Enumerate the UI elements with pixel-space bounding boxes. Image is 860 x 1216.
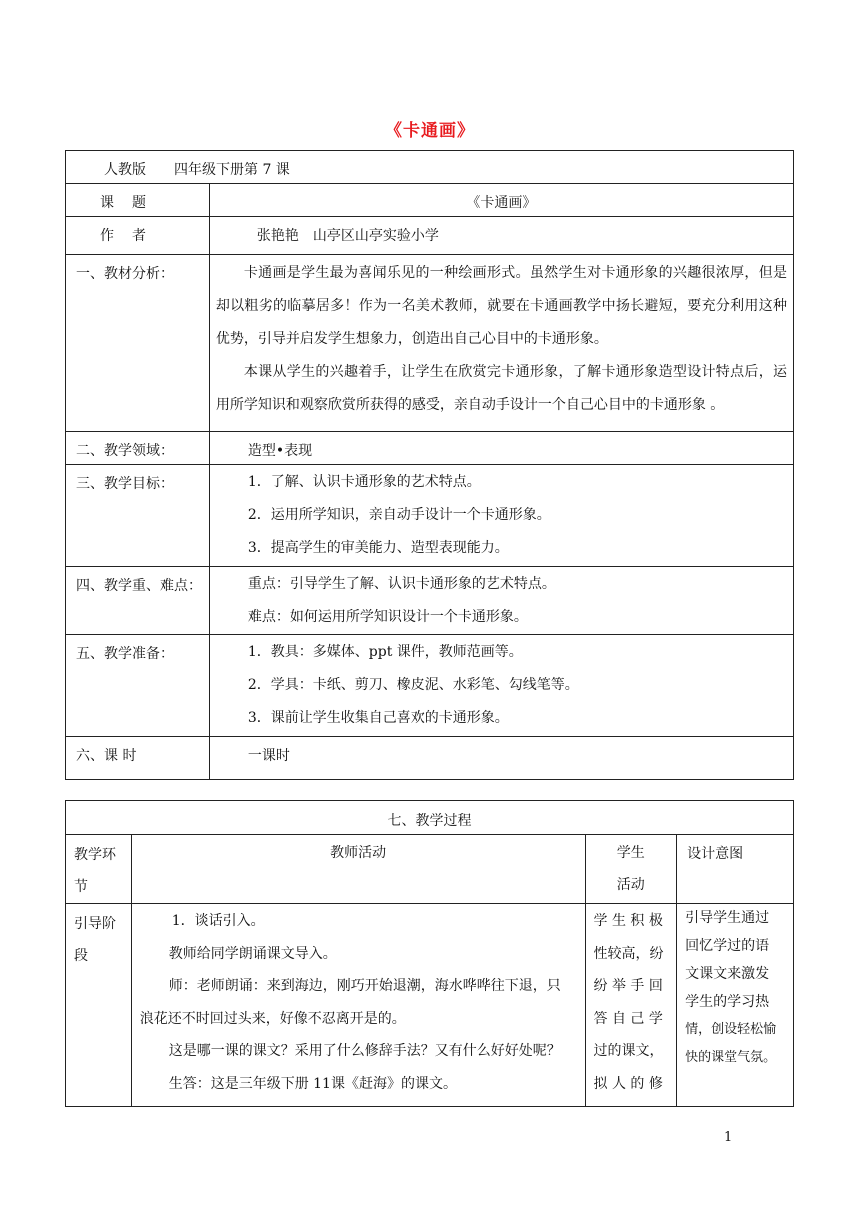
student-header-line: 活动 [616, 877, 645, 893]
s4-item: 难点：如何运用所学知识设计一个卡通形象。 [247, 609, 528, 625]
teacher-header: 教师活动 [330, 845, 387, 861]
s4-content-cell [209, 567, 793, 635]
s2-label: 二、教学领域： [76, 443, 174, 459]
student-line: 过的课文， [593, 1043, 664, 1059]
edition-cell [66, 151, 794, 184]
student-header-cell [585, 835, 677, 904]
student-line: 纷 举 手 回 [593, 978, 663, 994]
stage-name [66, 904, 131, 972]
author-label-cell [66, 217, 210, 255]
student-line: 学 生 积 极 [593, 913, 663, 929]
intent-line: 情，创设轻松愉 [685, 1022, 777, 1037]
s5-item: 1．教具：多媒体、ppt 课件，教师范画等。 [247, 644, 523, 660]
teacher-line: 1．谈话引入。 [171, 913, 265, 929]
s6-value: 一课时 [247, 748, 290, 764]
s1-label: 一、教材分析： [76, 266, 174, 282]
s4-list [210, 567, 793, 634]
student-activity [586, 904, 677, 1100]
stage-header-line: 教学环 [74, 847, 116, 863]
intent-line: 快的课堂气氛。 [685, 1050, 777, 1065]
intent-cell [677, 904, 794, 1107]
intent-header: 设计意图 [687, 846, 744, 862]
teacher-line: 这是哪一课的课文？采用了什么修辞手法？又有什么好好处呢？ [168, 1043, 561, 1059]
process-title: 七、教学过程 [387, 813, 472, 829]
student-line: 性较高，纷 [593, 945, 664, 962]
s1-label-cell [66, 255, 210, 432]
s1-paragraph-1: 卡通画是学生最为喜闻乐见的一种绘画形式。虽然学生对卡通形象的兴趣很浓厚，但是却以粗劣的临摹居多！作为一名美术教师，就要在卡通画教学中扬长避短，要充分利用这种优势，引导并启发学生想象力，创造出自己心目中的卡通形象。 [215, 265, 787, 347]
s1-content-cell [209, 255, 793, 432]
s3-label: 三、教学目标： [76, 476, 174, 492]
intent-line: 引导学生通过 [685, 910, 770, 926]
teacher-header-cell [131, 835, 585, 904]
teacher-line: 教师给同学朗诵课文导入。 [168, 945, 337, 962]
topic-label: 课 题 [100, 195, 148, 211]
document-title: 《卡通画》 [385, 121, 475, 141]
s5-label: 五、教学准备： [76, 646, 174, 662]
student-line: 拟 人 的 修 [593, 1075, 663, 1092]
student-activity-cell [585, 904, 677, 1107]
lesson-info-table [65, 150, 794, 780]
s3-item: 1．了解、认识卡通形象的艺术特点。 [247, 474, 481, 490]
process-title-cell [66, 801, 794, 835]
intent-line: 学生的学习热 [685, 994, 770, 1010]
stage-header-line: 节 [74, 879, 88, 895]
s6-value-cell [209, 737, 793, 780]
s4-item: 重点：引导学生了解、认识卡通形象的艺术特点。 [247, 576, 556, 592]
s5-item: 3．课前让学生收集自己喜欢的卡通形象。 [247, 710, 509, 726]
s5-list [210, 635, 793, 735]
student-header-line: 学生 [616, 845, 645, 861]
edition-text: 人教版 四年级下册第 7 课 [104, 162, 290, 178]
teacher-line: 生答：这是三年级下册 11课《赶海》的课文。 [168, 1075, 457, 1092]
stage-name-line: 段 [74, 948, 88, 964]
author-value: 张艳艳 山亭区山亭实验小学 [256, 228, 439, 244]
topic-value-cell [209, 184, 793, 217]
s5-label-cell [66, 635, 210, 737]
s6-label: 六、课 时 [76, 748, 137, 764]
s5-item: 2．学具：卡纸、剪刀、橡皮泥、水彩笔、勾线笔等。 [247, 677, 579, 693]
s5-content-cell [209, 635, 793, 737]
stage-header [66, 835, 131, 903]
s4-label: 四、教学重、难点： [76, 578, 202, 594]
s2-value: 造型•表现 [247, 443, 313, 459]
s6-label-cell [66, 737, 210, 780]
teaching-process-table [65, 800, 794, 1107]
s3-list [210, 465, 793, 565]
teacher-activity [132, 904, 585, 1100]
stage-cell [66, 904, 132, 1107]
topic-label-cell [66, 184, 210, 217]
s3-item: 2．运用所学知识，亲自动手设计一个卡通形象。 [247, 507, 551, 523]
teacher-activity-cell [131, 904, 585, 1107]
teacher-line: 浪花还不时回过头来，好像不忍离开是的。 [139, 1010, 406, 1027]
intent-line: 文课文来激发 [685, 966, 770, 982]
s2-value-cell [209, 432, 793, 465]
stage-header-cell [66, 835, 132, 904]
page-number: 1 [724, 1130, 733, 1145]
s3-label-cell [66, 465, 210, 567]
s1-paragraph-2: 本课从学生的兴趣着手，让学生在欣赏完卡通形象，了解卡通形象造型设计特点后，运用所学知识和观察欣赏所获得的感受，亲自动手设计一个自己心目中的卡通形象 。 [215, 364, 787, 413]
student-line: 答 自 己 学 [593, 1010, 663, 1027]
author-label: 作 者 [100, 228, 148, 244]
s2-label-cell [66, 432, 210, 465]
s4-label-cell [66, 567, 210, 635]
intent-header-cell [677, 835, 794, 904]
author-value-cell [209, 217, 793, 255]
s1-content [210, 255, 793, 424]
stage-name-line: 引导阶 [74, 916, 116, 932]
student-header [586, 835, 677, 901]
topic-value: 《卡通画》 [466, 195, 537, 211]
design-intent [677, 904, 793, 1072]
s3-item: 3．提高学生的审美能力、造型表现能力。 [247, 540, 509, 556]
s3-content-cell [209, 465, 793, 567]
teacher-line: 师：老师朗诵：来到海边，刚巧开始退潮，海水哗哗往下退，只 [168, 978, 561, 994]
intent-line: 回忆学过的语 [685, 938, 770, 954]
